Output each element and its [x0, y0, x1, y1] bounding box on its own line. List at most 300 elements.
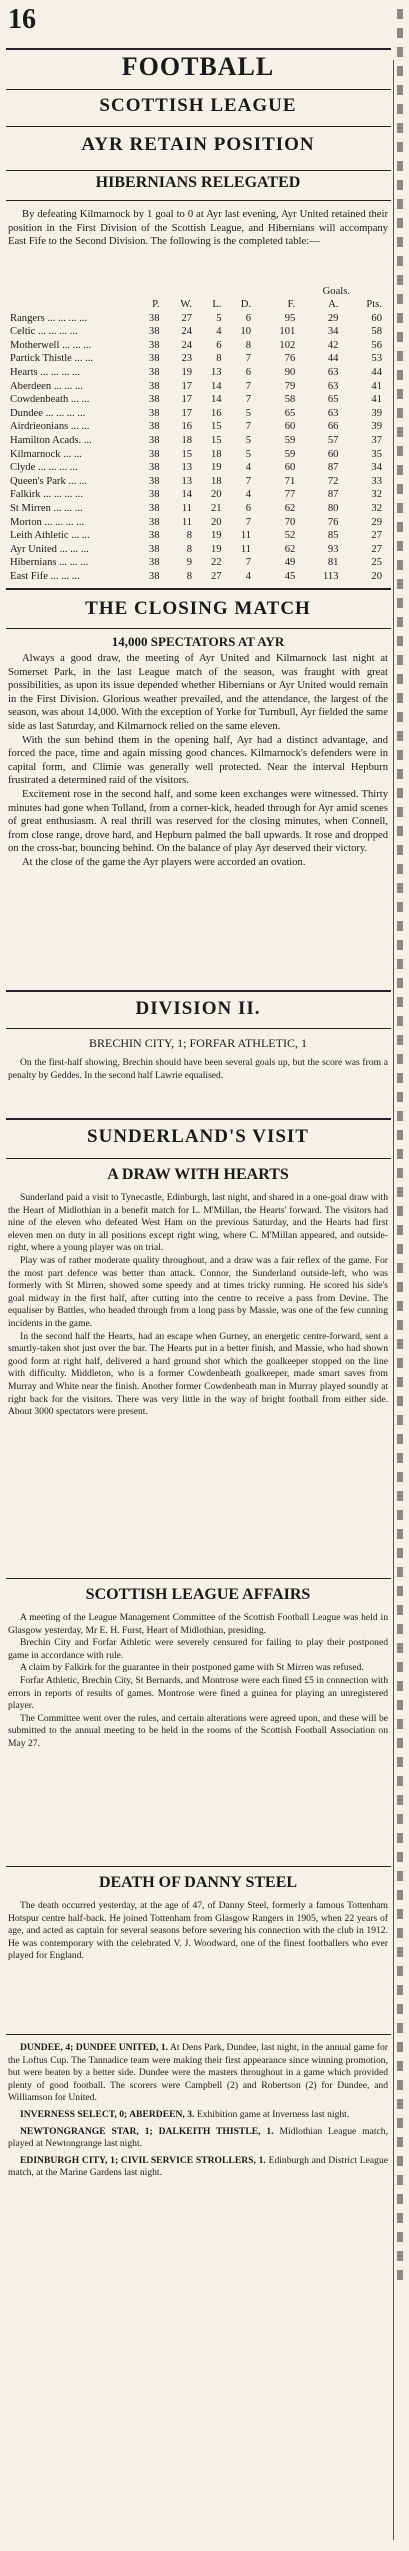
divider: [6, 2034, 391, 2035]
edge-mark: [397, 1700, 403, 1710]
stat-p: 38: [148, 353, 160, 365]
stat-l: 19: [210, 462, 222, 474]
edge-mark: [397, 1073, 403, 1083]
stat-a: 57: [327, 434, 339, 446]
edge-mark: [397, 2042, 403, 2052]
stat-p: 38: [148, 530, 160, 542]
league-table-block: [8, 286, 388, 583]
stat-d: 7: [245, 516, 252, 528]
edge-mark: [397, 2270, 403, 2280]
edge-mark: [397, 465, 403, 475]
edge-mark: [397, 9, 403, 19]
team-name: Motherwell ... ... ...: [10, 339, 92, 351]
edge-mark: [397, 1453, 403, 1463]
edge-mark: [397, 1643, 403, 1653]
brief-text: Edinburgh and District League match, at the Marine Gardens last night.: [8, 2154, 388, 2179]
stat-a: 42: [327, 339, 339, 351]
edge-mark: [397, 1111, 403, 1121]
edge-mark: [397, 389, 403, 399]
edge-mark: [397, 2004, 403, 2014]
divider: [6, 126, 391, 127]
sunderland-header: [8, 1126, 388, 1148]
football-header: [8, 52, 388, 82]
stat-f: 76: [284, 353, 296, 365]
affairs-paragraph: Forfar Athletic, Brechin City, St Bernards, and Montrose were each fined £5 in connection with errors in reports of results of games. Montrose were fined a guinea for playing an unregistered player.: [8, 1674, 388, 1712]
stat-d: 5: [245, 448, 252, 460]
stat-f: 102: [279, 339, 296, 351]
edge-mark: [397, 1282, 403, 1292]
closing-match-header: [8, 598, 388, 620]
division2-text: On the first-half showing, Brechin should have been several goals up, but the score was from a penalty by Geddes. In the second half Lawrie equalised.: [8, 1057, 388, 1081]
edge-mark: [397, 142, 403, 152]
stat-f: 52: [284, 530, 296, 542]
table-row: [10, 556, 382, 570]
edge-mark: [397, 446, 403, 456]
column-header: P.: [152, 299, 160, 310]
closing-paragraph: With the sun behind them in the opening half, Ayr had a distinct advantage, and forced the pace, time and again missing good chances. Kilmarnock's defenders were in capital form, and Climie was generally well protected. Near the interval Hepburn frustrated a determined raid of the visitors.: [8, 734, 388, 787]
stat-pts: 41: [371, 380, 382, 392]
edge-mark: [397, 883, 403, 893]
death-article: [8, 1900, 388, 1963]
division2-article: [8, 1036, 388, 1082]
brief-result: NEWTONGRANGE STAR, 1; DALKEITH THISTLE, 1.: [20, 2125, 274, 2137]
edge-mark: [397, 47, 403, 57]
column-header: L.: [212, 299, 222, 310]
closing-article: [8, 652, 388, 870]
stat-pts: 29: [371, 516, 382, 528]
stat-f: 101: [279, 326, 296, 338]
column-header: Pts.: [366, 299, 382, 310]
table-row: [10, 312, 382, 326]
edge-mark: [397, 104, 403, 114]
table-row: [10, 488, 382, 502]
divider: [6, 628, 391, 629]
table-row: [10, 461, 382, 475]
table-header-row: [10, 298, 382, 312]
team-name: Clyde ... ... ... ...: [10, 462, 78, 474]
sunderland-paragraph: Sunderland paid a visit to Tynecastle, Edinburgh, last night, and shared in a one-goal draw with the Heart of Midlothian in a benefit match for L. M'Millan, the Hearts' forward. The visitors had nine of the eleven who defeated West Ham on the previous Saturday, and the Hearts had first eleven men on duty in all positions except right wing, where C. M'Millan appeared, and outside-right, where a young player was on trial.: [8, 1192, 388, 1254]
edge-mark: [397, 1586, 403, 1596]
stat-l: 22: [210, 557, 222, 569]
stat-p: 38: [148, 366, 160, 378]
table-row: [10, 434, 382, 448]
stat-pts: 44: [371, 366, 382, 378]
stat-w: 24: [181, 326, 193, 338]
table-row: [10, 339, 382, 353]
edge-mark: [397, 940, 403, 950]
stat-l: 18: [210, 475, 222, 487]
table-row: [10, 420, 382, 434]
table-row: [10, 516, 382, 530]
brief-result: EDINBURGH CITY, 1; CIVIL SERVICE STROLLERS, 1.: [20, 2154, 266, 2166]
edge-mark: [397, 1719, 403, 1729]
stat-l: 14: [210, 394, 222, 406]
stat-w: 11: [181, 502, 193, 514]
edge-mark: [397, 351, 403, 361]
stat-pts: 39: [371, 407, 382, 419]
stat-l: 20: [210, 489, 222, 501]
affairs-header: [8, 1586, 388, 1604]
closing-subheadline: 14,000 SPECTATORS AT AYR: [111, 634, 285, 649]
edge-mark: [397, 1301, 403, 1311]
stat-a: 113: [322, 570, 339, 582]
team-name: Hearts ... ... ... ...: [10, 366, 81, 378]
team-name: Kilmarnock ... ...: [10, 448, 82, 460]
edge-mark: [397, 522, 403, 532]
table-row: [10, 352, 382, 366]
stat-p: 38: [148, 543, 160, 555]
team-name: Rangers ... ... ... ...: [10, 312, 88, 324]
edge-mark: [397, 1776, 403, 1786]
edge-mark: [397, 1225, 403, 1235]
stat-p: 38: [148, 502, 160, 514]
stat-pts: 27: [371, 543, 382, 555]
stat-a: 63: [327, 407, 339, 419]
edge-mark: [397, 598, 403, 608]
stat-w: 8: [186, 530, 193, 542]
sunderland-subheader: [8, 1166, 388, 1184]
stat-w: 11: [181, 516, 193, 528]
edge-mark: [397, 427, 403, 437]
stat-l: 4: [216, 326, 222, 338]
stat-p: 38: [148, 489, 160, 501]
team-name: St Mirren ... ... ...: [10, 502, 83, 514]
edge-mark: [397, 1928, 403, 1938]
edge-mark: [397, 978, 403, 988]
divider: [6, 170, 391, 171]
stat-l: 21: [210, 502, 222, 514]
edge-mark: [397, 902, 403, 912]
table-row: [10, 502, 382, 516]
edge-mark: [397, 1662, 403, 1672]
stat-d: 11: [240, 543, 252, 555]
stat-f: 45: [284, 570, 296, 582]
table-row: [10, 366, 382, 380]
stat-d: 7: [245, 380, 252, 392]
edge-mark: [397, 1947, 403, 1957]
stat-l: 18: [210, 448, 222, 460]
stat-d: 7: [245, 475, 252, 487]
scottish-league-header: [8, 95, 388, 117]
edge-mark: [397, 237, 403, 247]
intro-text: By defeating Kilmarnock by 1 goal to 0 at Ayr last evening, Ayr United retained their position in the First Division of the Scottish League, and Hibernians will accompany East Fife to the Second Division. The following is the completed table:—: [8, 209, 388, 248]
stat-w: 13: [181, 462, 193, 474]
edge-mark: [397, 2232, 403, 2242]
stat-l: 19: [210, 530, 222, 542]
edge-mark: [397, 28, 403, 38]
stat-f: 70: [284, 516, 296, 528]
stat-p: 38: [148, 448, 160, 460]
stat-w: 23: [181, 353, 193, 365]
edge-mark: [397, 655, 403, 665]
death-header: [8, 1874, 388, 1892]
affairs-paragraph: A claim by Falkirk for the guarantee in their postponed game with St Mirren was refused.: [20, 1662, 364, 1674]
stat-d: 6: [245, 366, 252, 378]
stat-p: 38: [148, 407, 160, 419]
edge-mark: [397, 2118, 403, 2128]
divider: [6, 89, 391, 90]
stat-f: 59: [284, 434, 296, 446]
sunderland-subheadline: A DRAW WITH HEARTS: [107, 1166, 289, 1183]
stat-w: 17: [181, 380, 193, 392]
column-header: F.: [287, 299, 296, 310]
column-header: D.: [240, 299, 252, 310]
brief-item: [8, 2042, 388, 2105]
edge-mark: [397, 1206, 403, 1216]
team-name: Celtic ... ... ... ...: [10, 326, 78, 338]
divider: [6, 1578, 391, 1579]
edge-mark: [397, 579, 403, 589]
edge-mark: [397, 541, 403, 551]
edge-mark: [397, 1567, 403, 1577]
brief-text: Midlothian League match, played at Newtongrange last night.: [8, 2125, 388, 2150]
table-row: [10, 475, 382, 489]
edge-mark: [397, 997, 403, 1007]
team-name: Queen's Park ... ...: [10, 475, 87, 487]
stat-p: 38: [148, 516, 160, 528]
divider: [6, 1028, 391, 1029]
stat-w: 13: [181, 475, 193, 487]
edge-mark: [397, 864, 403, 874]
edge-mark: [397, 1244, 403, 1254]
stat-a: 34: [327, 326, 339, 338]
column-header: W.: [180, 299, 193, 310]
stat-l: 19: [210, 543, 222, 555]
edge-mark: [397, 2156, 403, 2166]
stat-p: 38: [148, 557, 160, 569]
edge-mark: [397, 180, 403, 190]
stat-p: 38: [148, 380, 160, 392]
edge-mark: [397, 1871, 403, 1881]
edge-mark: [397, 2251, 403, 2261]
edge-mark: [397, 2137, 403, 2147]
stat-l: 15: [210, 434, 222, 446]
stat-p: 38: [148, 434, 160, 446]
stat-pts: 53: [371, 353, 382, 365]
edge-mark: [397, 1605, 403, 1615]
edge-mark: [397, 1396, 403, 1406]
stat-pts: 56: [371, 339, 382, 351]
brief-item: [8, 2109, 388, 2122]
brief-result: INVERNESS SELECT, 0; ABERDEEN, 3.: [20, 2108, 195, 2120]
stat-pts: 60: [371, 312, 382, 324]
stat-l: 16: [210, 407, 222, 419]
stat-f: 60: [284, 462, 296, 474]
stat-w: 27: [181, 312, 193, 324]
division2-result: BRECHIN CITY, 1; FORFAR ATHLETIC, 1: [89, 1036, 307, 1050]
edge-mark: [397, 66, 403, 76]
divider: [6, 200, 391, 201]
edge-mark: [397, 1130, 403, 1140]
stat-p: 38: [148, 570, 160, 582]
stat-d: 4: [245, 462, 252, 474]
brief-text: At Dens Park, Dundee, last night, in the annual game for the Loftus Cup. The Tannadice team were making their first appearance since winning promotion, but were beaten by a better side. Dundee were the masters throughout in a game which provided plenty of good football. The scorers were Campbell (2) and Robertson (2) for Dundee, and Williamson for United.: [8, 2042, 388, 2104]
stat-w: 18: [181, 434, 193, 446]
edge-mark: [397, 1852, 403, 1862]
stat-pts: 41: [371, 394, 382, 406]
stat-pts: 34: [371, 462, 382, 474]
stat-pts: 33: [371, 475, 382, 487]
closing-subheader: [8, 634, 388, 650]
division2-header: [8, 998, 388, 1020]
stat-pts: 58: [371, 326, 382, 338]
edge-mark: [397, 332, 403, 342]
edge-mark: [397, 1681, 403, 1691]
edge-mark: [397, 161, 403, 171]
stat-a: 85: [327, 530, 339, 542]
brief-item: [8, 2155, 388, 2180]
table-row: [10, 393, 382, 407]
edge-mark: [397, 1890, 403, 1900]
edge-mark: [397, 731, 403, 741]
edge-mark: [397, 1909, 403, 1919]
team-name: Leith Athletic ... ...: [10, 530, 90, 542]
edge-mark: [397, 1472, 403, 1482]
closing-headline: THE CLOSING MATCH: [85, 598, 311, 619]
table-row: [10, 407, 382, 421]
edge-mark: [397, 617, 403, 627]
edge-mark: [397, 1833, 403, 1843]
stat-d: 5: [245, 434, 252, 446]
edge-mark: [397, 408, 403, 418]
team-name: Partick Thistle ... ...: [10, 353, 94, 365]
page-number: 16: [8, 4, 36, 35]
column-rule: [393, 60, 394, 2540]
table-row: [10, 448, 382, 462]
divider: [6, 990, 391, 992]
divider: [6, 1866, 391, 1867]
divider: [6, 1118, 391, 1120]
stat-d: 7: [245, 394, 252, 406]
stat-d: 10: [240, 326, 252, 338]
stat-w: 8: [186, 570, 193, 582]
edge-mark: [397, 1966, 403, 1976]
sunderland-paragraph: In the second half the Hearts, had an escape when Gurney, an energetic centre-forward, sent a smartly-taken shot just over the bar. The Hearts put in a better finish, and Massie, who had shown good form at right half, delivered a hard ground shot which the goalkeeper stopped on the line with difficulty. Middleton, who is a former Cowdenbeath goalkeeper, made smart saves from Murray and White near the finish. Another former Cowdenbeath man in Murray played soundly at right back for the visitors. There was very little in the way of bright football from either side. About 3000 spectators were present.: [8, 1330, 388, 1418]
edge-mark: [397, 294, 403, 304]
team-name: Dundee ... ... ... ...: [10, 407, 86, 419]
section-title: SCOTTISH LEAGUE: [99, 95, 297, 116]
stat-a: 87: [327, 462, 339, 474]
headline-block: [8, 134, 388, 156]
stat-d: 11: [240, 530, 252, 542]
stat-w: 17: [181, 394, 193, 406]
edge-mark: [397, 1377, 403, 1387]
stat-a: 29: [327, 312, 339, 324]
edge-mark: [397, 1168, 403, 1178]
stat-pts: 32: [371, 489, 382, 501]
stat-p: 38: [148, 339, 160, 351]
stat-f: 49: [284, 557, 296, 569]
edge-mark: [397, 1795, 403, 1805]
stat-a: 80: [327, 502, 339, 514]
table-row: [10, 325, 382, 339]
stat-f: 60: [284, 421, 296, 433]
stat-w: 9: [186, 557, 193, 569]
table-row: [10, 380, 382, 394]
stat-d: 7: [245, 557, 252, 569]
stat-w: 16: [181, 421, 193, 433]
edge-mark: [397, 275, 403, 285]
stat-f: 77: [284, 489, 296, 501]
edge-mark: [397, 1016, 403, 1026]
stat-d: 8: [245, 339, 252, 351]
closing-paragraph: Always a good draw, the meeting of Ayr United and Kilmarnock last night at Somerset Park, in the last League match of the season, was fraught with great possibilities, as upon its issue depended whether Hibernians or Ayr United would remain in the First Division. Glorious weather prevailed, and the attendance, the largest of the season, was about 14,000. With the exception of Yorke for Turnbull, Ayr fielded the same side as last Saturday, and Kilmarnock relied on the same eleven.: [8, 653, 388, 732]
adjacent-column-edge: [397, 0, 409, 2551]
stat-pts: 20: [371, 570, 382, 582]
stat-a: 81: [327, 557, 339, 569]
team-name: Morton ... ... ... ...: [10, 516, 85, 528]
stat-p: 38: [148, 475, 160, 487]
stat-p: 38: [148, 394, 160, 406]
affairs-paragraph: Brechin City and Forfar Athletic were severely censured for failing to play their postponed game in accordance with rule.: [8, 1637, 388, 1661]
affairs-headline: SCOTTISH LEAGUE AFFAIRS: [85, 1586, 311, 1603]
edge-mark: [397, 1415, 403, 1425]
edge-mark: [397, 484, 403, 494]
edge-mark: [397, 503, 403, 513]
edge-mark: [397, 788, 403, 798]
stat-l: 5: [216, 312, 222, 324]
stat-pts: 27: [371, 530, 382, 542]
death-text: The death occurred yesterday, at the age of 47, of Danny Steel, formerly a famous Tottenham Hotspur centre half-back. He joined Tottenham from Glasgow Rangers in 1905, when 22 years of age, and acted as captain for several seasons before severing his connection with the club in 1912. He was contemporary with the celebrated V. J. Woodward, one of the finest footballers who ever played for England.: [8, 1900, 388, 1962]
edge-mark: [397, 750, 403, 760]
stat-f: 71: [284, 475, 296, 487]
edge-mark: [397, 826, 403, 836]
stat-d: 5: [245, 407, 252, 419]
sunderland-headline: SUNDERLAND'S VISIT: [87, 1126, 309, 1147]
stat-l: 14: [210, 380, 222, 392]
table-row: [10, 529, 382, 543]
stat-f: 95: [284, 312, 296, 324]
team-name: Ayr United ... ... ...: [10, 543, 89, 555]
stat-w: 19: [181, 366, 193, 378]
stat-d: 7: [245, 353, 252, 365]
page-title: FOOTBALL: [121, 52, 275, 81]
team-name: Cowdenbeath ... ...: [10, 394, 90, 406]
edge-mark: [397, 1491, 403, 1501]
edge-mark: [397, 1529, 403, 1539]
headline: AYR RETAIN POSITION: [81, 134, 315, 155]
edge-mark: [397, 1339, 403, 1349]
edge-mark: [397, 2080, 403, 2090]
table-row: [10, 543, 382, 557]
stat-l: 15: [210, 421, 222, 433]
edge-mark: [397, 1738, 403, 1748]
stat-d: 6: [245, 502, 252, 514]
edge-mark: [397, 218, 403, 228]
edge-mark: [397, 370, 403, 380]
sunderland-article: [8, 1192, 388, 1419]
edge-mark: [397, 636, 403, 646]
stat-a: 63: [327, 380, 339, 392]
stat-a: 72: [327, 475, 339, 487]
subheadline-block: [8, 174, 388, 192]
edge-mark: [397, 1814, 403, 1824]
divider: [6, 1158, 391, 1159]
closing-paragraph: At the close of the game the Ayr players were accorded an ovation.: [22, 856, 306, 868]
edge-mark: [397, 1985, 403, 1995]
stat-p: 38: [148, 326, 160, 338]
edge-mark: [397, 2194, 403, 2204]
divider: [6, 48, 391, 50]
stat-f: 79: [284, 380, 296, 392]
edge-mark: [397, 2213, 403, 2223]
team-name: Aberdeen ... ... ...: [10, 380, 83, 392]
subheadline: HIBERNIANS RELEGATED: [95, 174, 301, 191]
stat-a: 63: [327, 366, 339, 378]
edge-mark: [397, 1149, 403, 1159]
table-row: [10, 570, 382, 584]
team-name: Hamilton Acads. ...: [10, 434, 92, 446]
